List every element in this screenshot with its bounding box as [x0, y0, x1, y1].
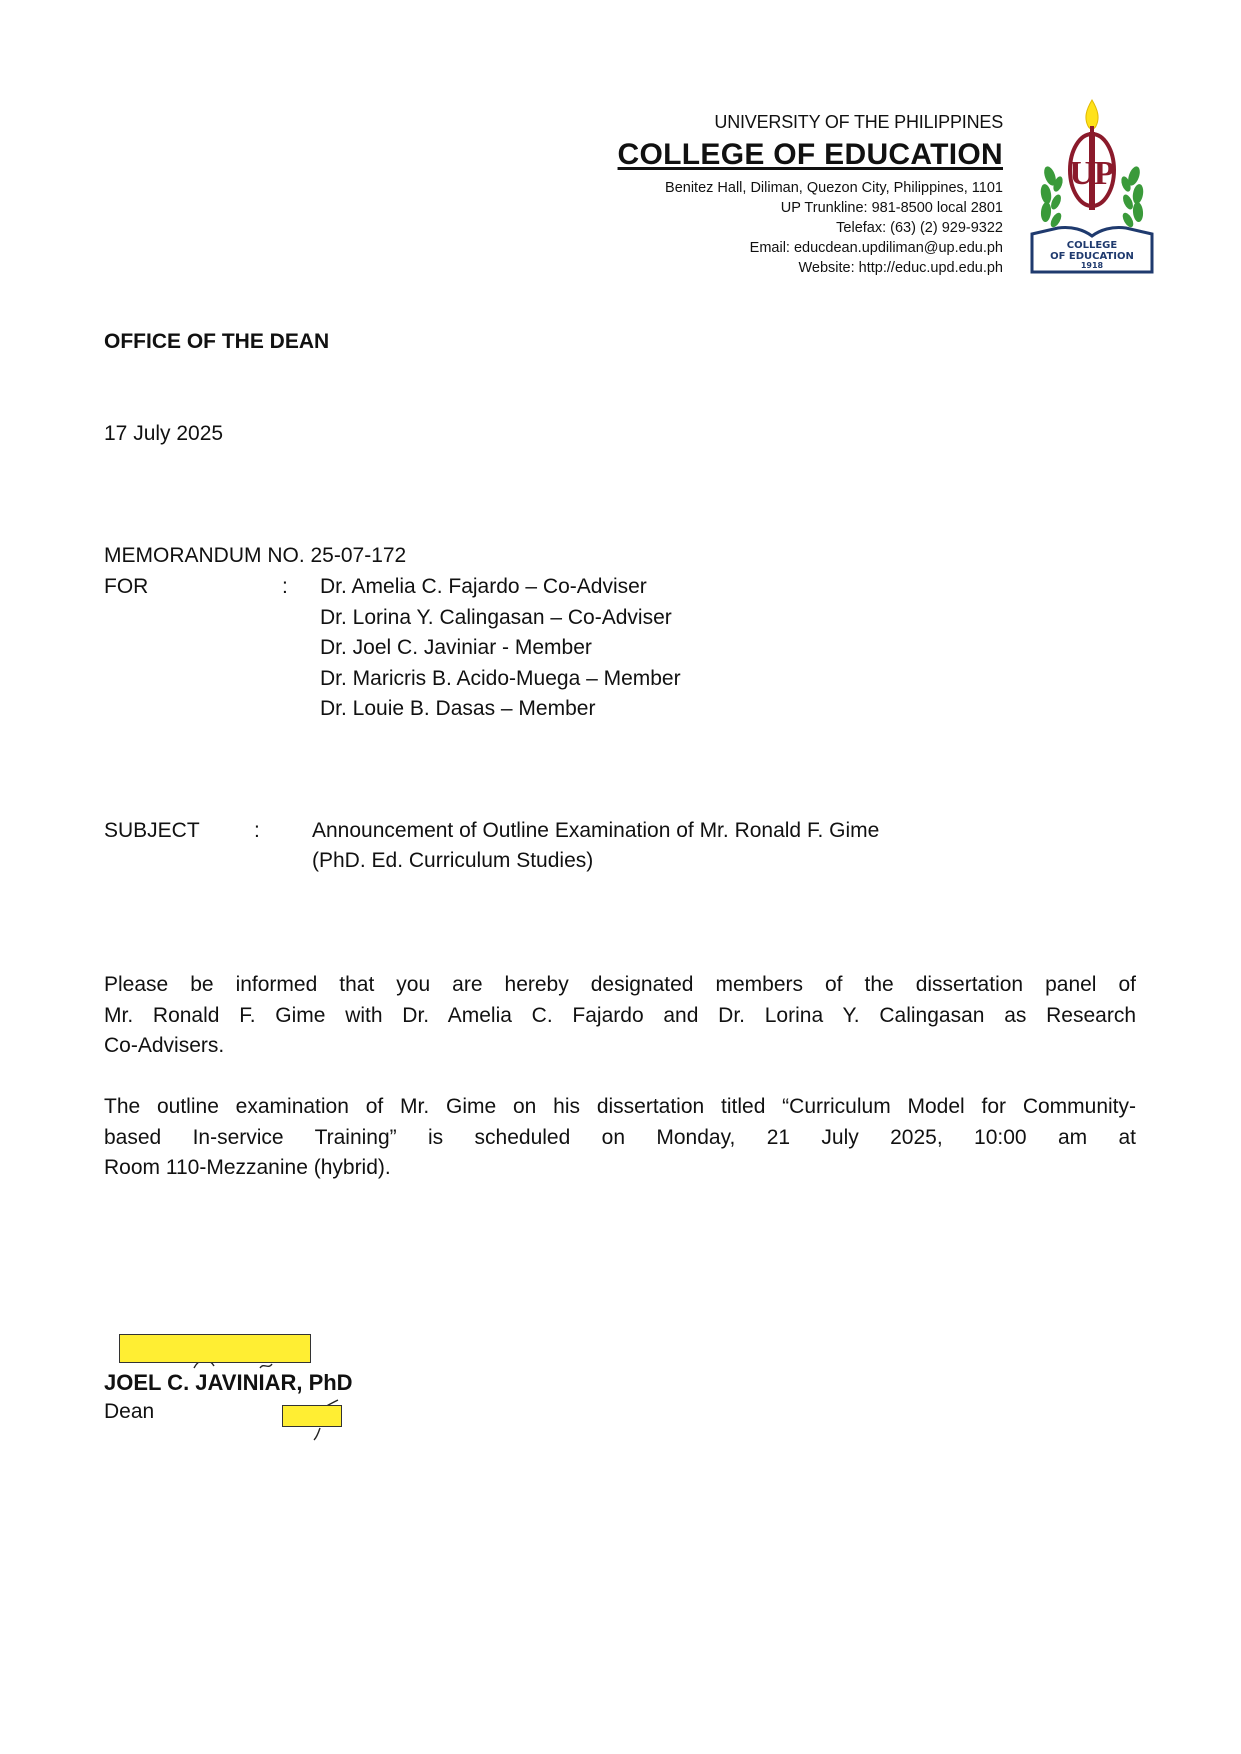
- logo-text-education: OF EDUCATION: [1050, 251, 1134, 262]
- letterhead-address: Benitez Hall, Diliman, Quezon City, Philippines, 1101: [665, 180, 1003, 196]
- redaction-box: [119, 1334, 311, 1363]
- body-paragraph-1: [104, 970, 1136, 1062]
- recipient-item: Dr. Maricris B. Acido-Muega – Member: [320, 666, 681, 690]
- recipient-item: Dr. Joel C. Javiniar - Member: [320, 636, 592, 659]
- memo-number: MEMORANDUM NO. 25-07-172: [104, 544, 407, 567]
- paragraph-line: based In-service Training” is scheduled on Monday, 21 July 2025, 10:00 am at: [104, 1125, 1136, 1149]
- body-paragraph-2: [104, 1092, 1136, 1184]
- signature-strokes: [180, 1348, 380, 1448]
- logo-initials: UP: [1069, 155, 1115, 192]
- logo-text-year: 1918: [1080, 261, 1104, 270]
- redaction-box: [282, 1405, 342, 1427]
- letterhead-trunkline: UP Trunkline: 981-8500 local 2801: [780, 200, 1003, 216]
- letterhead-telefax: Telefax: (63) (2) 929-9322: [836, 220, 1003, 236]
- memo-date: 17 July 2025: [104, 422, 224, 445]
- paragraph-line: Please be informed that you are hereby designated members of the dissertation panel of: [104, 973, 1136, 996]
- letterhead-website: Website: http://educ.upd.edu.ph: [798, 260, 1003, 276]
- recipient-item: Dr. Lorina Y. Calingasan – Co-Adviser: [320, 605, 672, 629]
- letterhead-university: UNIVERSITY OF THE PHILIPPINES: [714, 112, 1003, 132]
- recipient-list: [320, 575, 681, 728]
- paragraph-line: Room 110-Mezzanine (hybrid).: [104, 1156, 391, 1179]
- letterhead-email: Email: educdean.updiliman@up.edu.ph: [749, 240, 1003, 256]
- letterhead-college: COLLEGE OF EDUCATION: [617, 138, 1003, 171]
- paragraph-line: Mr. Ronald F. Gime with Dr. Amelia C. Fajardo and Dr. Lorina Y. Calingasan as Research: [104, 1003, 1136, 1027]
- subject-label: SUBJECT: [104, 819, 200, 842]
- for-colon: :: [282, 575, 288, 598]
- recipient-item: Dr. Amelia C. Fajardo – Co-Adviser: [320, 575, 647, 598]
- subject-line-1: Announcement of Outline Examination of Mr. Ronald F. Gime: [312, 819, 880, 842]
- logo-text-college: COLLEGE: [1066, 240, 1118, 251]
- recipient-item: Dr. Louie B. Dasas – Member: [320, 697, 596, 720]
- paragraph-line: Co-Advisers.: [104, 1034, 225, 1057]
- office-heading: OFFICE OF THE DEAN: [104, 330, 330, 353]
- subject-line-2: (PhD. Ed. Curriculum Studies): [312, 849, 594, 872]
- college-logo: [1026, 98, 1158, 274]
- paragraph-line: The outline examination of Mr. Gime on his dissertation titled “Curriculum Model for Community-: [104, 1095, 1136, 1118]
- signatory-title: Dean: [104, 1400, 155, 1423]
- for-label: FOR: [104, 575, 149, 598]
- subject-colon: :: [254, 819, 260, 842]
- signatory-name: JOEL C. JAVINIAR, PhD: [104, 1370, 353, 1395]
